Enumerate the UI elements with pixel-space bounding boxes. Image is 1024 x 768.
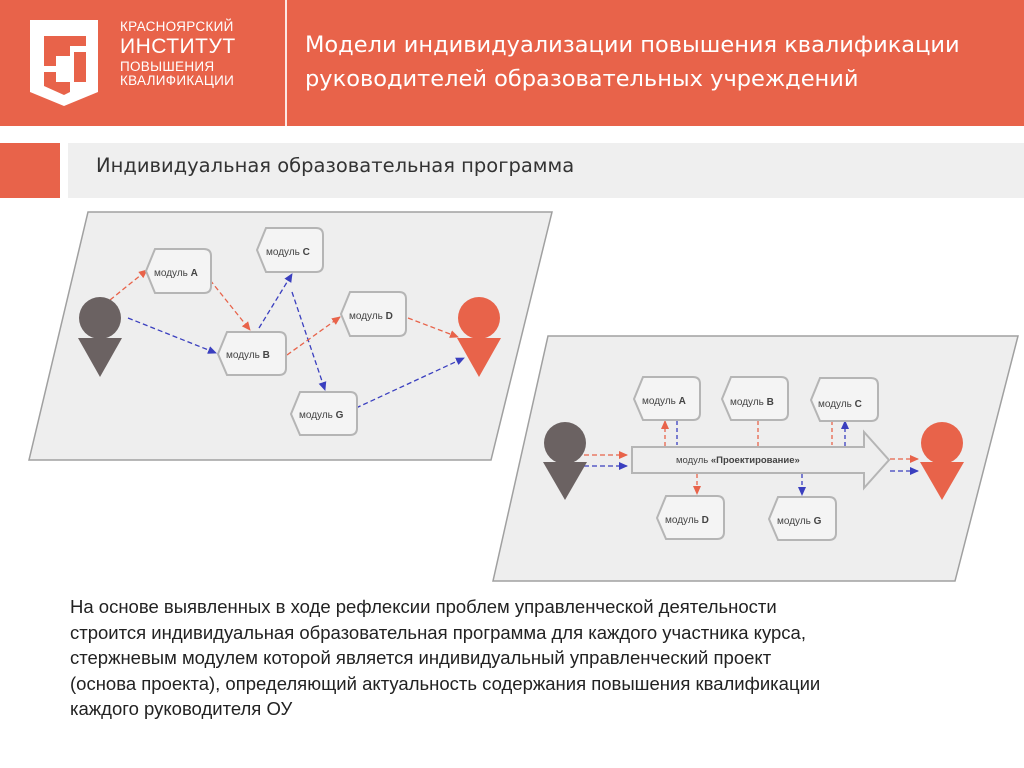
panel-2-module-a — [634, 377, 700, 420]
logo-line-1: КРАСНОЯРСКИЙ — [120, 19, 234, 34]
svg-text:модуль G — [777, 516, 822, 527]
svg-text:модуль G — [299, 410, 344, 421]
svg-text:модуль A — [154, 268, 198, 279]
description-line-5: каждого руководителя ОУ — [70, 698, 293, 719]
panel-1-module-a-letter: A — [190, 268, 198, 279]
svg-text:модуль D — [665, 515, 709, 526]
project-module-name: «Проектирование» — [710, 455, 800, 466]
panel-2-module-g — [769, 497, 836, 540]
svg-text:модуль D — [349, 311, 393, 322]
svg-text:модуль C — [266, 247, 310, 258]
panel-2-module-g-prefix: модуль — [777, 516, 814, 527]
panel-2-module-d — [657, 496, 724, 539]
panel-1-module-d-prefix: модуль — [349, 311, 386, 322]
panel-1-module-b — [218, 332, 286, 375]
panel-1-module-b-letter: B — [262, 350, 270, 361]
panel-2-module-b-prefix: модуль — [730, 397, 767, 408]
panel-1-module-d — [341, 292, 406, 336]
panel-1-module-g — [291, 392, 357, 435]
panel-2-module-c — [811, 378, 878, 421]
svg-text:модуль B — [730, 397, 774, 408]
panel-2-module-g-letter: G — [813, 516, 822, 527]
panel-2-module-c-prefix: модуль — [818, 399, 855, 410]
svg-text:модуль B — [226, 350, 270, 361]
panel-1-module-g-prefix: модуль — [299, 410, 336, 421]
panel-1-module-a — [146, 249, 211, 293]
panel-1-module-b-prefix: модуль — [226, 350, 263, 361]
logo-line-3: ПОВЫШЕНИЯ — [120, 59, 215, 75]
svg-text:модуль A — [642, 396, 686, 407]
panel-2-module-a-prefix: модуль — [642, 396, 679, 407]
panel-2-module-d-prefix: модуль — [665, 515, 702, 526]
panel-1-module-c-prefix: модуль — [266, 247, 303, 258]
description-line-4: (основа проекта), определяющий актуальность содержания повышения квалификации — [70, 672, 821, 694]
description-line-1: На основе выявленных в ходе рефлексии проблем управленческой деятельности — [70, 596, 777, 617]
logo-line-2: ИНСТИТУТ — [120, 35, 236, 59]
svg-text:модуль C — [818, 399, 862, 410]
description-paragraph — [70, 594, 1010, 722]
panel-2-module-d-letter: D — [701, 515, 709, 526]
panel-2-module-a-letter: A — [678, 396, 686, 407]
diagram-project-centered — [493, 336, 1018, 581]
section-subtitle: Индивидуальная образовательная программа — [96, 154, 575, 177]
svg-text:модуль «Проектирование» — [676, 455, 800, 466]
page-title-line-1: Модели индивидуализации повышения квалификации — [305, 32, 960, 58]
panel-1-module-a-prefix: модуль — [154, 268, 191, 279]
page-title-line-2: руководителей образовательных учреждений — [305, 66, 859, 92]
diagram-individual-paths — [29, 212, 552, 460]
logo-line-4: КВАЛИФИКАЦИИ — [120, 73, 235, 89]
panel-1-module-c-letter: C — [302, 247, 310, 258]
description-line-3: стержневым модулем которой является индивидуальный управленческий проект — [70, 647, 772, 668]
panel-2-module-c-letter: C — [854, 399, 862, 410]
panel-2-module-b-letter: B — [766, 397, 774, 408]
panel-2-module-b — [722, 377, 788, 420]
project-module-prefix: модуль — [676, 455, 711, 466]
panel-1-module-d-letter: D — [385, 311, 393, 322]
panel-1-module-c — [257, 228, 323, 272]
panel-1-module-g-letter: G — [335, 410, 344, 421]
description-line-2: строится индивидуальная образовательная программа для каждого участника курса, — [70, 621, 806, 643]
